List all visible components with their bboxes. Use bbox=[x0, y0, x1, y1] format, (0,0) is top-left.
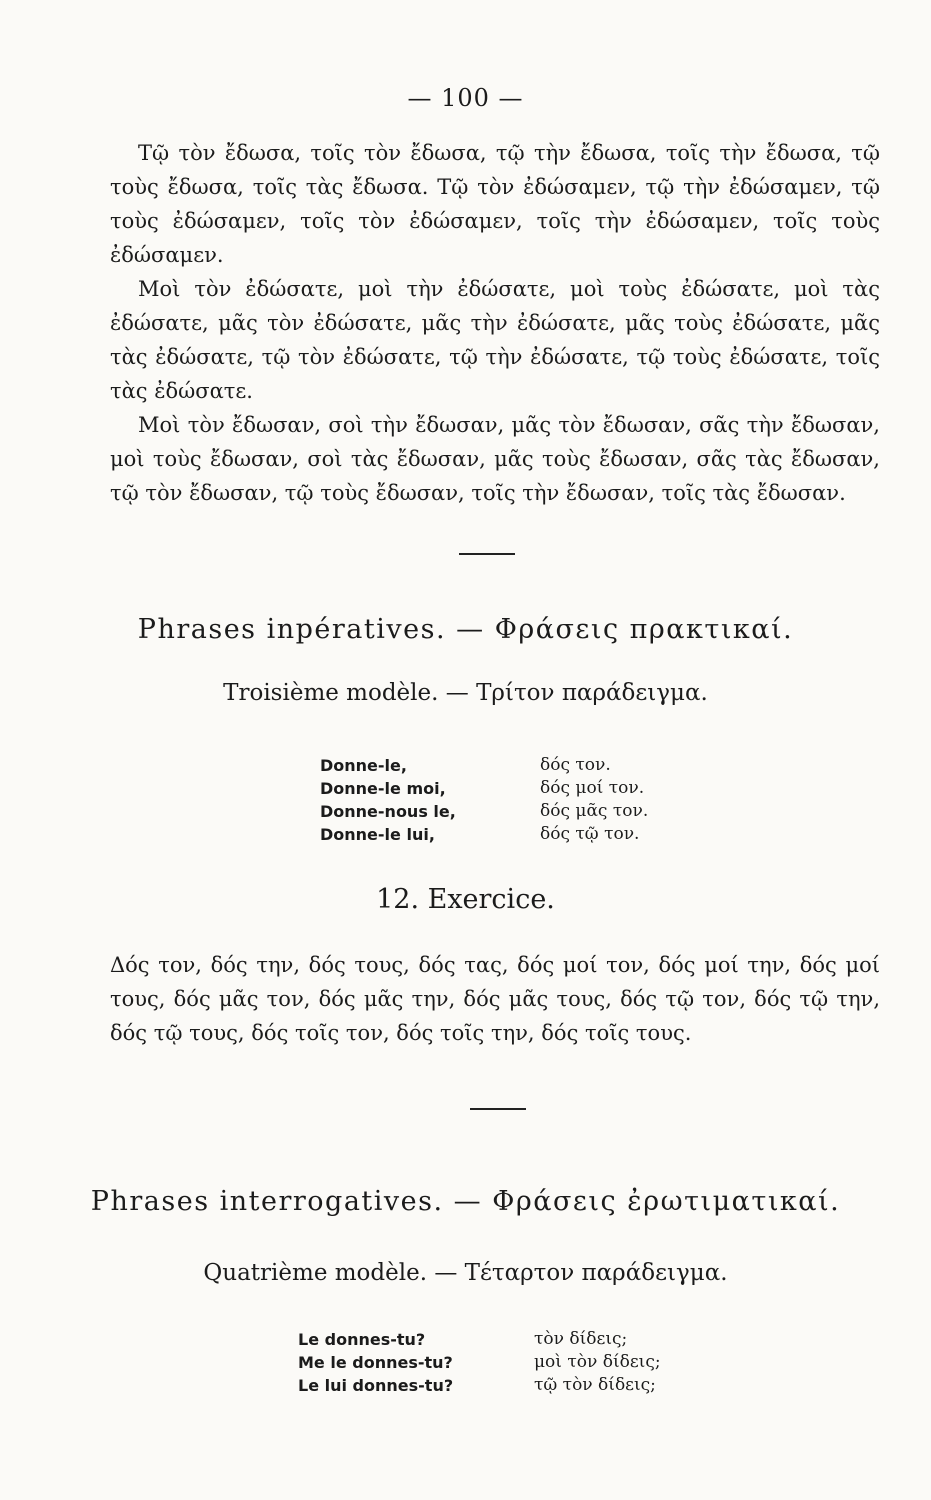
paragraph-1: Τῷ τὸν ἔδωσα, τοῖς τὸν ἔδωσα, τῷ τὴν ἔδωσα, τοῖς τὴν ἔδωσα, τῷ τοὺς ἔδωσα, τοῖς τὰς ἔδωσα. Τῷ τὸν ἐδώσαμεν, τῷ τὴν ἐδώσαμεν, τῷ τοὺς ἐδώσαμεν, τοῖς τὸν ἐδώσαμεν, τοῖς τὴν ἐδώσαμεν, τοῖς τοὺς ἐδώσαμεν. bbox=[110, 141, 880, 267]
model-greek: τὸν δίδεις; bbox=[534, 1329, 628, 1349]
model-french: Donne-le moi, bbox=[320, 779, 446, 798]
imperative-model-list bbox=[320, 754, 648, 846]
exercise-title: 12. Exercice. bbox=[376, 884, 555, 915]
model-french: Donne-le lui, bbox=[320, 825, 435, 844]
interrogative-model-list bbox=[298, 1328, 661, 1397]
model-greek: μοὶ τὸν δίδεις; bbox=[534, 1352, 661, 1372]
model-row bbox=[320, 777, 648, 800]
interrogative-model-subtitle: Quatrième modèle. — Τέταρτον παράδειγμα. bbox=[203, 1260, 728, 1286]
model-french: Le lui donnes-tu? bbox=[298, 1376, 454, 1395]
paragraph-3: Μοὶ τὸν ἔδωσαν, σοὶ τὴν ἔδωσαν, μᾶς τὸν ἔδωσαν, σᾶς τὴν ἔδωσαν, μοὶ τοὺς ἔδωσαν, σοὶ τὰς ἔδωσαν, μᾶς τοὺς ἔδωσαν, σᾶς τὰς ἔδωσαν, τῷ τὸν ἔδωσαν, τῷ τοὺς ἔδωσαν, τοῖς τὴν ἔδωσαν, τοῖς τὰς ἔδωσαν. bbox=[110, 413, 880, 505]
model-greek: δός τον. bbox=[540, 755, 611, 775]
model-greek: δός μᾶς τον. bbox=[540, 801, 649, 821]
exercise-text: Δός τον, δός την, δός τους, δός τας, δός μοί τον, δός μοί την, δός μοί τους, δός μᾶς τον, δός μᾶς την, δός μᾶς τους, δός τῷ τον, δός τῷ την, δός τῷ τους, δός τοῖς τον, δός τοῖς την, δός τοῖς τους. bbox=[110, 953, 880, 1045]
page-number: — 100 — bbox=[407, 84, 524, 112]
model-french: Me le donnes-tu? bbox=[298, 1353, 453, 1372]
model-greek: δός τῷ τον. bbox=[540, 824, 640, 844]
model-row bbox=[320, 823, 648, 846]
section-divider bbox=[470, 1108, 526, 1110]
model-french: Donne-nous le, bbox=[320, 802, 456, 821]
model-row bbox=[298, 1351, 661, 1374]
imperative-model-subtitle: Troisième modèle. — Τρίτον παράδειγμα. bbox=[223, 680, 708, 706]
model-greek: τῷ τὸν δίδεις; bbox=[534, 1375, 656, 1395]
model-french: Le donnes-tu? bbox=[298, 1330, 426, 1349]
paragraph-2: Μοὶ τὸν ἐδώσατε, μοὶ τὴν ἐδώσατε, μοὶ τοὺς ἐδώσατε, μοὶ τὰς ἐδώσατε, μᾶς τὸν ἐδώσατε, μᾶς τὴν ἐδώσατε, μᾶς τοὺς ἐδώσατε, μᾶς τὰς ἐδώσατε, τῷ τὸν ἐδώσατε, τῷ τὴν ἐδώσατε, τῷ τοὺς ἐδώσατε, τοῖς τὰς ἐδώσατε. bbox=[110, 277, 880, 403]
interrogative-section-title: Phrases interrogatives. — Φράσεις ἐρωτιματικαί. bbox=[90, 1186, 841, 1217]
model-french: Donne-le, bbox=[320, 756, 407, 775]
model-row bbox=[298, 1328, 661, 1351]
imperative-section-title: Phrases inpératives. — Φράσεις πρακτικαί. bbox=[137, 614, 794, 645]
model-greek: δός μοί τον. bbox=[540, 778, 645, 798]
model-row bbox=[320, 754, 648, 777]
model-row bbox=[320, 800, 648, 823]
model-row bbox=[298, 1374, 661, 1397]
section-divider bbox=[459, 553, 515, 555]
